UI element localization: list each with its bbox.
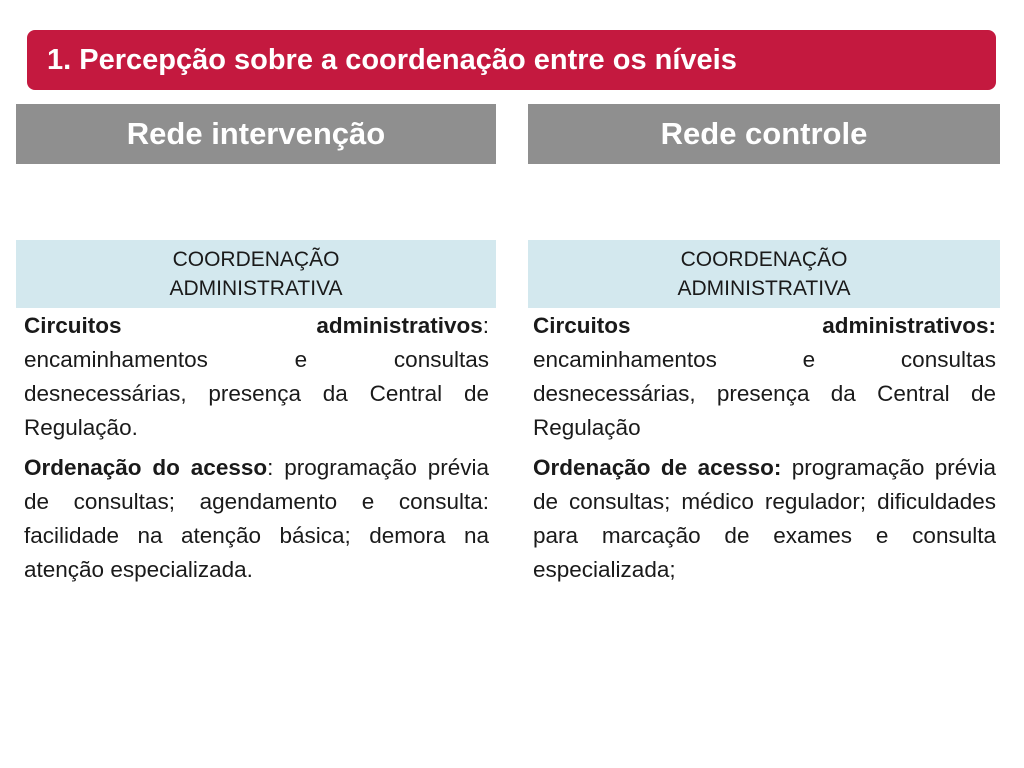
paragraph-lead: Circuitos administrativos bbox=[24, 313, 483, 338]
column-header-rede-controle: Rede controle bbox=[528, 104, 1000, 164]
paragraph-lead: Ordenação de acesso: bbox=[533, 455, 782, 480]
page-title: 1. Percepção sobre a coordenação entre os níveis bbox=[47, 43, 737, 76]
paragraph-lead: Circuitos administrativos: bbox=[533, 313, 996, 338]
paragraph-ordenacao bbox=[24, 451, 489, 587]
subheader-coordenacao-right bbox=[528, 240, 1000, 308]
paragraph-text: : programação prévia de consultas; agendamento e consulta: facilidade na atenção básica; demora na atenção especializada. bbox=[24, 455, 489, 582]
title-banner bbox=[27, 30, 996, 90]
column-header-rede-intervencao: Rede intervenção bbox=[16, 104, 496, 164]
subheader-line2: ADMINISTRATIVA bbox=[677, 277, 851, 300]
paragraph-text: : encaminhamentos e consultas desnecessárias, presença da Central de Regulação. bbox=[24, 313, 489, 440]
subheader-coordenacao-left bbox=[16, 240, 496, 308]
left-column-body bbox=[24, 309, 489, 593]
paragraph-ordenacao bbox=[533, 451, 996, 587]
paragraph-circuitos bbox=[24, 309, 489, 445]
paragraph-circuitos bbox=[533, 309, 996, 445]
subheader-line1: COORDENAÇÃO bbox=[680, 248, 848, 271]
paragraph-lead: Ordenação do acesso bbox=[24, 455, 268, 480]
right-column-body bbox=[533, 309, 996, 593]
paragraph-text: programação prévia de consultas; médico regulador; dificuldades para marcação de exames e consulta especializada; bbox=[533, 455, 996, 582]
paragraph-text: encaminhamentos e consultas desnecessárias, presença da Central de Regulação bbox=[533, 347, 996, 440]
subheader-line1: COORDENAÇÃO bbox=[172, 248, 340, 271]
subheader-line2: ADMINISTRATIVA bbox=[169, 277, 343, 300]
